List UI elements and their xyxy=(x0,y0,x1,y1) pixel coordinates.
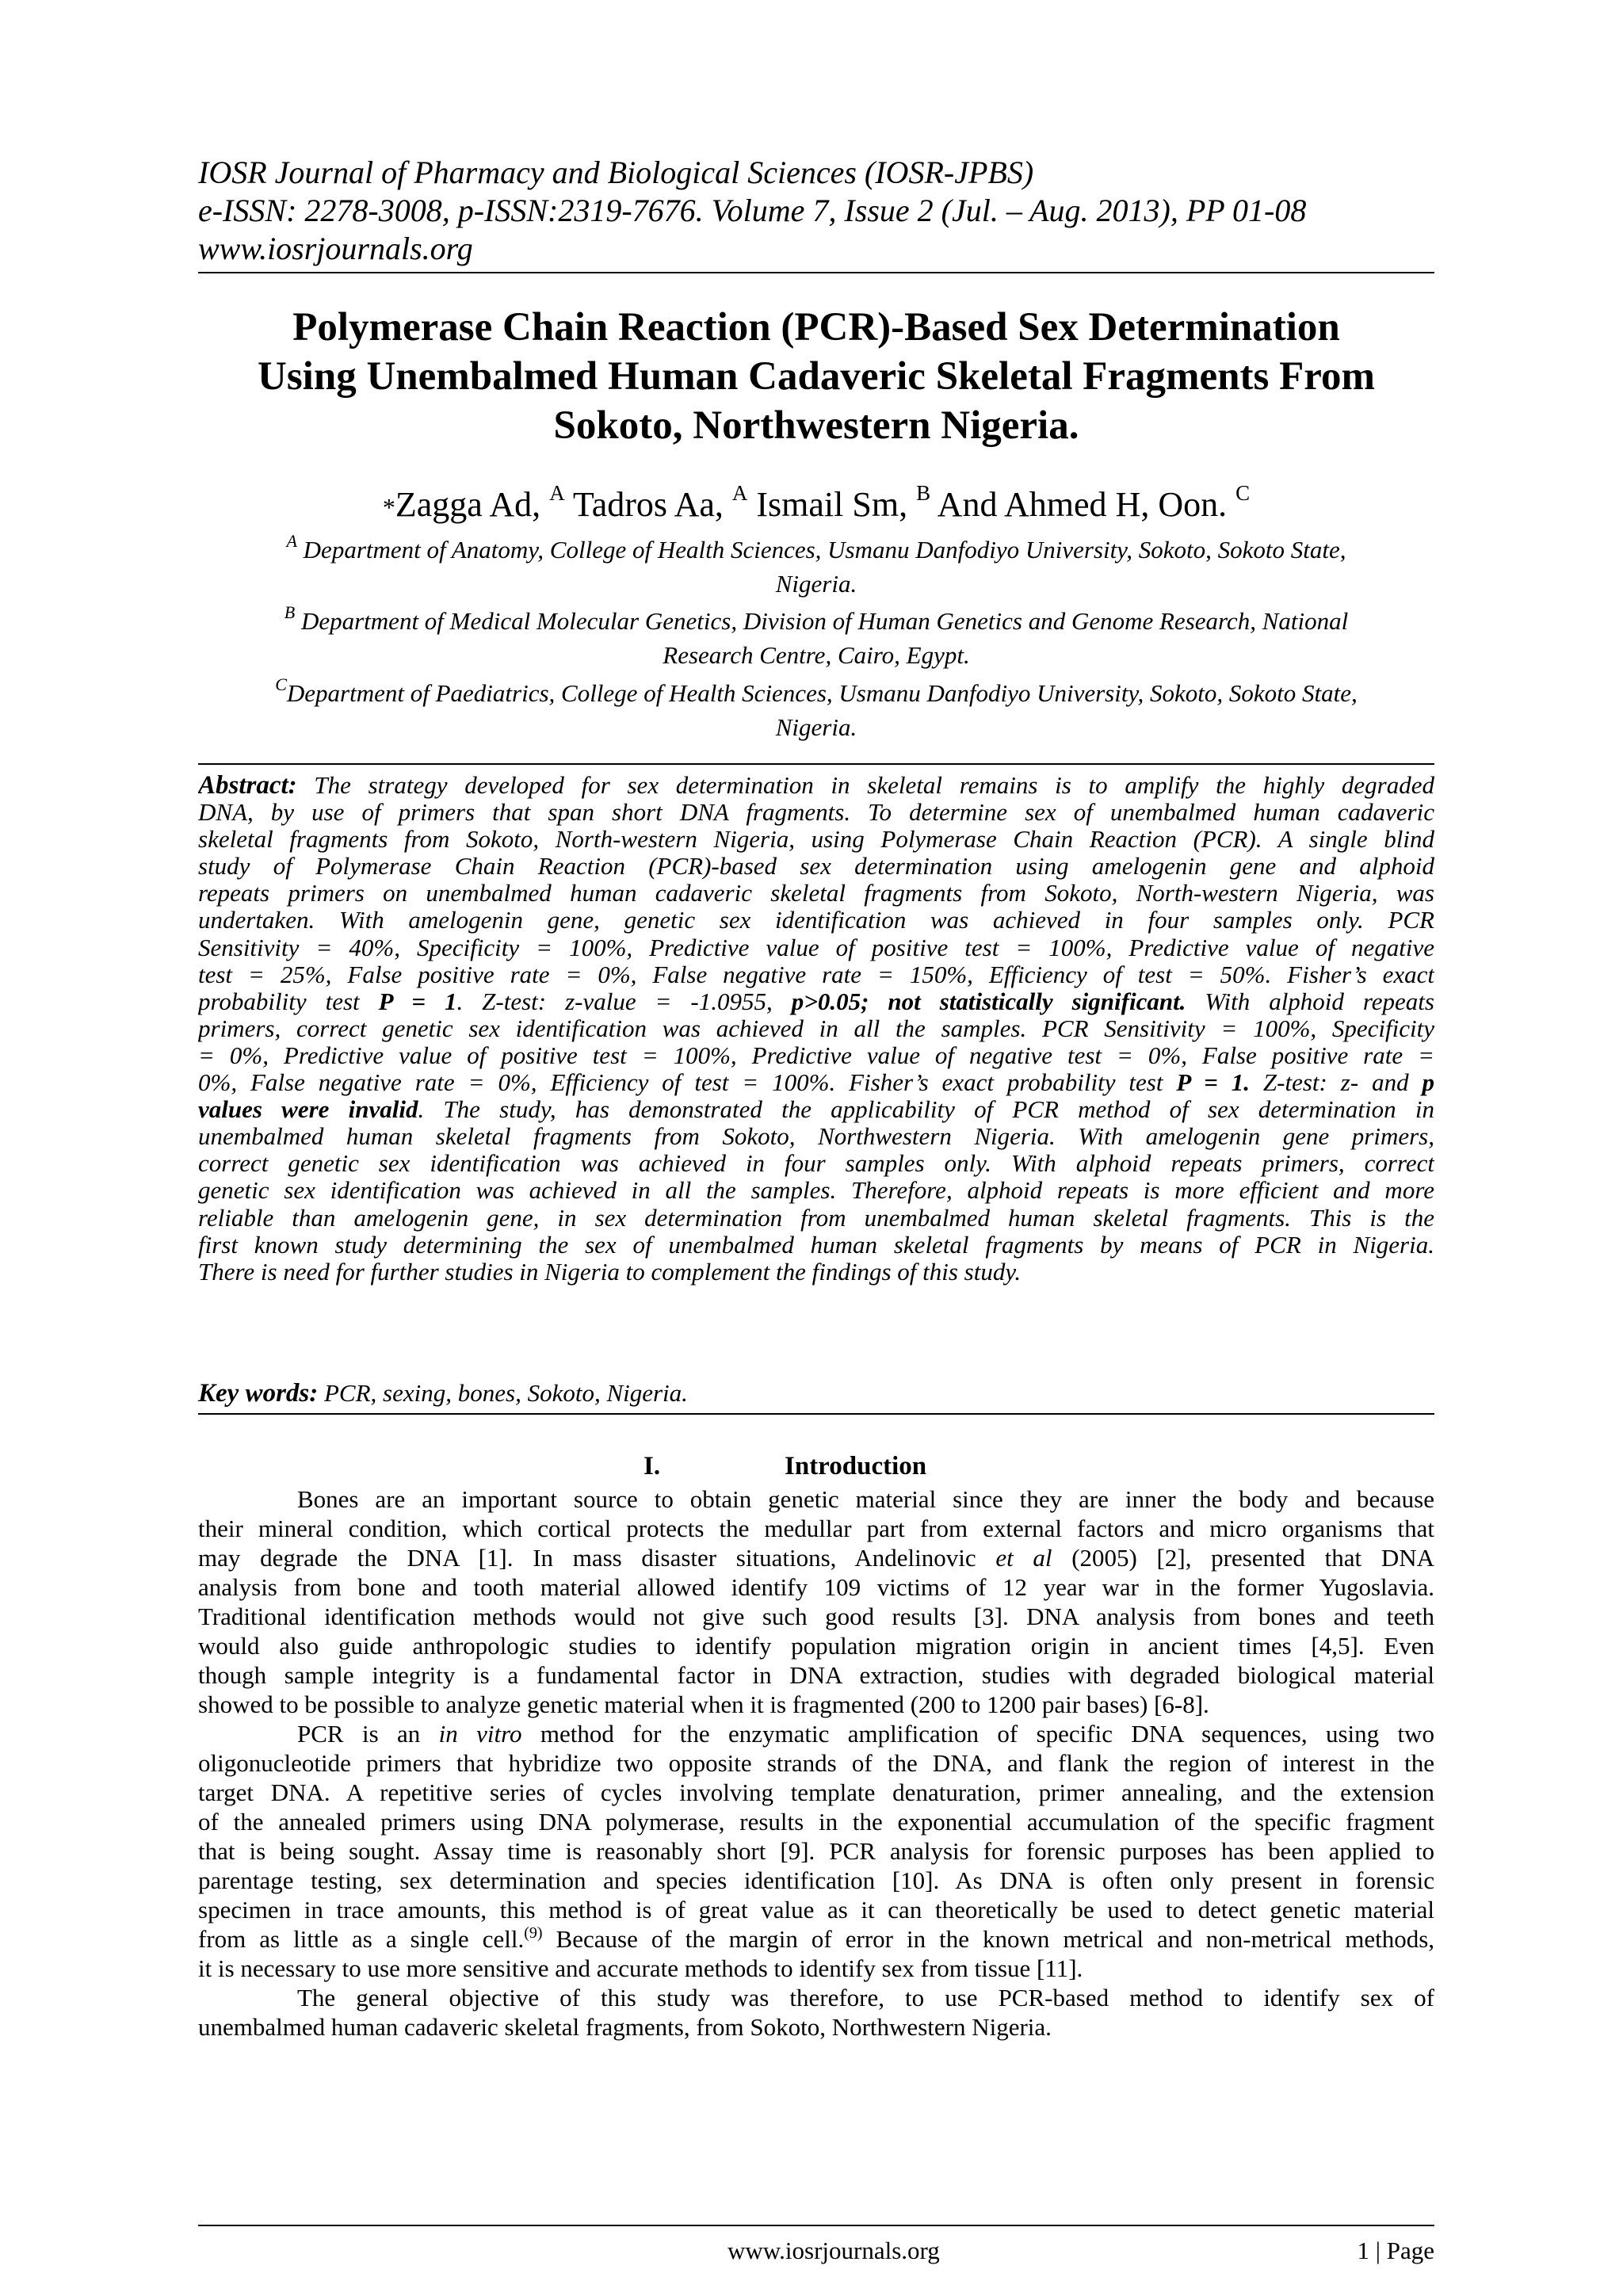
body-italic: et al xyxy=(995,1544,1052,1572)
journal-issn-volume: e-ISSN: 2278-3008, p-ISSN:2319-7676. Volume 7, Issue 2 (Jul. – Aug. 2013), PP 01-08 xyxy=(198,193,1307,228)
body-text: specimen in trace amounts, this method is of great value as it can theoretically be used to detect genetic material xyxy=(198,1896,1434,1924)
abstract-text: . The study, has demonstrated the applicability of PCR method of sex determination in xyxy=(418,1096,1434,1124)
affiliation-text: Department of Paediatrics, College of Health Sciences, Usmanu Danfodiyo University, Sokoto, Sokoto State, xyxy=(286,679,1358,707)
author-name: Ismail Sm, xyxy=(747,485,917,524)
author-affiliation-mark: B xyxy=(916,481,931,505)
abstract-text: The strategy developed for sex determination in skeletal remains is to amplify the highly degraded xyxy=(296,772,1434,799)
author-affiliation-mark: A xyxy=(731,481,748,505)
keywords-bottom-rule xyxy=(198,1413,1434,1415)
body-text: Because of the margin of error in the known metrical and non-metrical methods, xyxy=(542,1925,1434,1953)
abstract-top-rule xyxy=(198,763,1434,765)
affiliation-a xyxy=(198,533,1434,601)
body-text: unembalmed human cadaveric skeletal fragments, from Sokoto, Northwestern Nigeria. xyxy=(198,2013,1052,2041)
body-text: their mineral condition, which cortical protects the medullar part from external factors and micro organisms that xyxy=(198,1515,1434,1542)
journal-website: www.iosrjournals.org xyxy=(198,231,473,266)
title-line: Polymerase Chain Reaction (PCR)-Based Sex Determination xyxy=(292,305,1340,350)
body-text: analysis from bone and tooth material allowed identify 109 victims of 12 year war in the former Yugoslavia. xyxy=(198,1573,1434,1601)
abstract-text: unembalmed human skeletal fragments from Sokoto, Northwestern Nigeria. With amelogenin gene primers, xyxy=(198,1123,1434,1151)
body-text: may degrade the DNA [1]. In mass disaster situations, Andelinovic xyxy=(198,1544,996,1572)
abstract-text: = 0%, Predictive value of positive test = 100%, Predictive value of negative test = 0%, False positive rate = xyxy=(198,1041,1434,1069)
author-list xyxy=(198,481,1434,527)
abstract-label: Abstract: xyxy=(198,772,297,800)
journal-name: IOSR Journal of Pharmacy and Biological Sciences (IOSR-JPBS) xyxy=(198,155,1034,190)
author-name: Tadros Aa, xyxy=(564,485,732,524)
footer-rule xyxy=(198,2225,1434,2226)
abstract-text: reliable than amelogenin gene, in sex determination from unembalmed human skeletal fragments. This is the xyxy=(198,1204,1434,1232)
body-text: parentage testing, sex determination and species identification [10]. As DNA is often only present in forensic xyxy=(198,1866,1434,1894)
header-rule xyxy=(198,272,1434,273)
body-text: of the annealed primers using DNA polymerase, results in the exponential accumulation of the specific fragment xyxy=(198,1808,1434,1836)
title-line: Using Unembalmed Human Cadaveric Skeletal Fragments From xyxy=(258,354,1375,399)
affiliation-text: Research Centre, Cairo, Egypt. xyxy=(663,641,970,669)
abstract-text: . Z-test: z-value = -1.0955, xyxy=(456,988,792,1015)
abstract-text: first known study determining the sex of unembalmed human skeletal fragments by means of PCR in Nigeria. xyxy=(198,1231,1434,1259)
abstract-text: 0%, False negative rate = 0%, Efficiency of test = 100%. Fisher’s exact probability test xyxy=(198,1069,1177,1097)
abstract-text: correct genetic sex identification was achieved in four samples only. With alphoid repeats primers, correct xyxy=(198,1150,1434,1178)
abstract-text: test = 25%, False positive rate = 0%, False negative rate = 150%, Efficiency of test = 50%. Fisher’s exact xyxy=(198,961,1434,988)
body-text: though sample integrity is a fundamental factor in DNA extraction, studies with degraded biological material xyxy=(198,1661,1434,1689)
affiliation-text: Department of Medical Molecular Genetics, Division of Human Genetics and Genome Research, National xyxy=(295,607,1349,635)
paper-title xyxy=(198,303,1434,450)
corresponding-author-mark: * xyxy=(382,493,395,521)
keywords-text: PCR, sexing, bones, Sokoto, Nigeria. xyxy=(318,1379,688,1407)
introduction-body xyxy=(198,1484,1434,2042)
body-text: method for the enzymatic amplification of specific DNA sequences, using two xyxy=(521,1720,1434,1748)
abstract-emphasis: p xyxy=(1422,1069,1434,1097)
affiliation-text: Nigeria. xyxy=(775,713,857,741)
body-text: PCR is an xyxy=(297,1720,439,1748)
abstract-text: DNA, by use of primers that span short DNA fragments. To determine sex of unembalmed human cadaveric xyxy=(198,799,1434,827)
citation-superscript: (9) xyxy=(524,1924,543,1942)
body-text: would also guide anthropologic studies to identify population migration origin in ancient times [4,5]. Even xyxy=(198,1632,1434,1660)
abstract-emphasis: P = 1. xyxy=(1176,1069,1250,1097)
body-italic: in vitro xyxy=(438,1720,522,1748)
body-text: that is being sought. Assay time is reasonably short [9]. PCR analysis for forensic purposes has been applied to xyxy=(198,1837,1434,1865)
body-text: The general objective of this study was therefore, to use PCR-based method to identify sex of xyxy=(297,1984,1434,2011)
keywords xyxy=(198,1379,688,1408)
abstract-emphasis: values were invalid xyxy=(198,1096,418,1124)
abstract-emphasis: p>0.05; not statistically significant. xyxy=(791,988,1186,1015)
affiliation-text: Nigeria. xyxy=(775,570,857,598)
abstract-emphasis: P = 1 xyxy=(378,988,457,1015)
abstract-text: undertaken. With amelogenin gene, genetic sex identification was achieved in four samples only. PCR xyxy=(198,907,1434,934)
affiliation-mark: B xyxy=(284,602,296,622)
affiliation-mark: C xyxy=(275,674,287,694)
abstract-text: Z-test: z- and xyxy=(1249,1069,1423,1097)
abstract-text: genetic sex identification was achieved in all the samples. Therefore, alphoid repeats is more efficient and more xyxy=(198,1177,1434,1205)
body-text: from as little as a single cell. xyxy=(198,1925,525,1953)
keywords-label: Key words: xyxy=(198,1379,319,1408)
affiliation-c xyxy=(198,676,1434,744)
section-number: I. xyxy=(643,1452,661,1480)
abstract-text: repeats primers on unembalmed human cadaveric skeletal fragments from Sokoto, North-western Nigeria, was xyxy=(198,880,1434,907)
abstract-text: primers, correct genetic sex identification was achieved in all the samples. PCR Sensitivity = 100%, Specificity xyxy=(198,1014,1434,1042)
footer-page-number: 1 | Page xyxy=(1357,2237,1434,2264)
section-title: Introduction xyxy=(785,1452,927,1480)
author-name: Zagga Ad, xyxy=(395,485,550,524)
title-line: Sokoto, Northwestern Nigeria. xyxy=(553,403,1079,448)
body-text: Traditional identification methods would not give such good results [3]. DNA analysis from bones and teeth xyxy=(198,1603,1434,1630)
affiliation-b xyxy=(198,604,1434,672)
body-text: oligonucleotide primers that hybridize two opposite strands of the DNA, and flank the region of interest in the xyxy=(198,1749,1434,1777)
abstract xyxy=(198,772,1434,1286)
author-affiliation-mark: C xyxy=(1235,481,1251,505)
body-text: (2005) [2], presented that DNA xyxy=(1052,1544,1434,1572)
affiliation-text: Department of Anatomy, College of Health Sciences, Usmanu Danfodiyo University, Sokoto, Sokoto State, xyxy=(296,536,1346,563)
body-text: Bones are an important source to obtain genetic material since they are inner the body and because xyxy=(297,1485,1434,1513)
body-text: it is necessary to use more sensitive and accurate methods to identify sex from tissue [11]. xyxy=(198,1954,1083,1982)
affiliation-mark: A xyxy=(286,531,297,551)
body-text: target DNA. A repetitive series of cycles involving template denaturation, primer annealing, and the extension xyxy=(198,1778,1434,1806)
author-affiliation-mark: A xyxy=(549,481,565,505)
footer-website: www.iosrjournals.org xyxy=(727,2237,940,2264)
abstract-text: Sensitivity = 40%, Specificity = 100%, Predictive value of positive test = 100%, Predictive value of negative xyxy=(198,934,1434,961)
abstract-text: There is need for further studies in Nigeria to complement the findings of this study. xyxy=(198,1258,1022,1286)
abstract-text: probability test xyxy=(198,988,379,1015)
body-text: showed to be possible to analyze genetic material when it is fragmented (200 to 1200 pair bases) [6-8]. xyxy=(198,1690,1209,1718)
abstract-text: skeletal fragments from Sokoto, North-western Nigeria, using Polymerase Chain Reaction (PCR). A single blind xyxy=(198,826,1434,854)
abstract-text: With alphoid repeats xyxy=(1186,988,1434,1015)
abstract-text: study of Polymerase Chain Reaction (PCR)-based sex determination using amelogenin gene and alphoid xyxy=(198,853,1434,881)
author-name: And Ahmed H, Oon. xyxy=(930,485,1236,524)
